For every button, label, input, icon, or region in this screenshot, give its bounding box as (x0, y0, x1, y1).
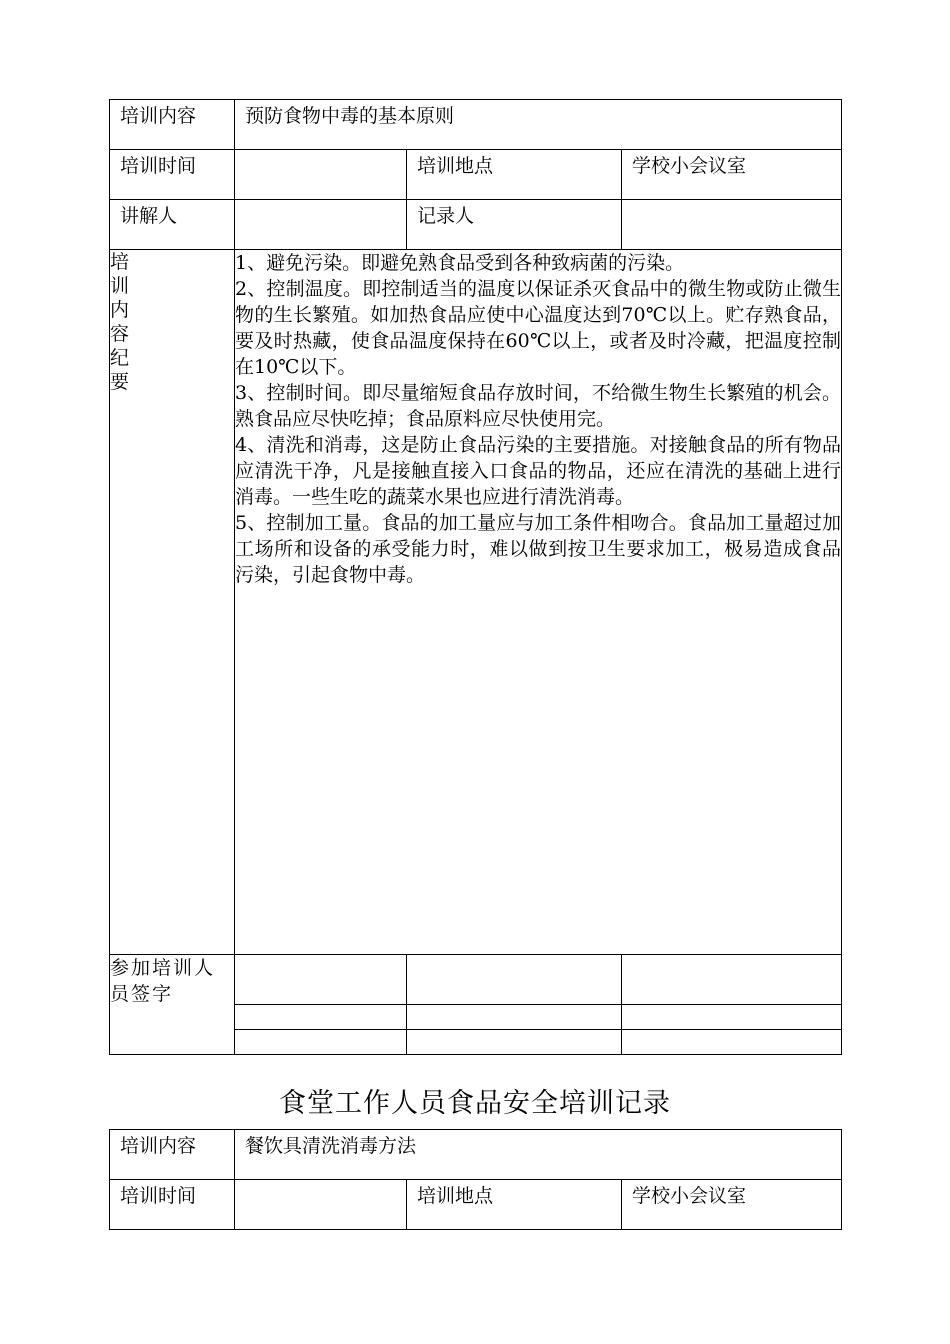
lecturer-value (235, 200, 406, 203)
place-label: 培训地点 (417, 1185, 494, 1207)
content-label-cell (110, 1130, 235, 1180)
document-title: 食堂工作人员食品安全培训记录 (279, 1088, 671, 1119)
signature-cell[interactable] (235, 1005, 407, 1030)
content-value-cell[interactable] (235, 100, 842, 150)
content-label: 培训内容 (120, 1135, 197, 1157)
time-label: 培训时间 (120, 1185, 197, 1207)
summary-item-2: 2、控制温度。即控制适当的温度以保证杀灭食品中的微生物或防止微生物的生长繁殖。如加热食品应使中心温度达到70℃以上。贮存熟食品，要及时热藏，使食品温度保持在60℃以上，或者及时冷藏，把温度控制在10℃以下。 (235, 278, 842, 378)
content-value: 预防食物中毒的基本原则 (245, 105, 455, 127)
signature-cell[interactable] (235, 1030, 407, 1055)
place-label-cell (407, 1180, 622, 1230)
lecturer-label-cell (110, 200, 235, 250)
place-value-cell[interactable] (622, 1180, 842, 1230)
lecturer-value-cell[interactable] (235, 200, 407, 250)
content-value-cell[interactable] (235, 1130, 842, 1180)
content-label-cell (110, 100, 235, 150)
signature-label: 参加培训人员签字 (110, 957, 216, 1005)
training-record-table-1 (109, 99, 842, 1055)
recorder-label-cell (407, 200, 622, 250)
summary-label-cell (110, 250, 235, 955)
signature-cell[interactable] (407, 955, 622, 1005)
recorder-label: 记录人 (417, 205, 475, 227)
summary-label-char: 培 (110, 251, 130, 273)
place-value-cell[interactable] (622, 150, 842, 200)
place-label-cell (407, 150, 622, 200)
time-value-cell[interactable] (235, 150, 407, 200)
summary-label-char: 容 (110, 323, 130, 345)
summary-label-char: 训 (110, 275, 130, 297)
signature-cell[interactable] (407, 1030, 622, 1055)
summary-item-3: 3、控制时间。即尽量缩短食品存放时间，不给微生物生长繁殖的机会。熟食品应尽快吃掉；食品原料应尽快使用完。 (235, 382, 842, 430)
signature-cell[interactable] (235, 955, 407, 1005)
summary-item-5: 5、控制加工量。食品的加工量应与加工条件相吻合。食品加工量超过加工场所和设备的承受能力时，难以做到按卫生要求加工，极易造成食品污染，引起食物中毒。 (235, 512, 842, 586)
signature-cell[interactable] (407, 1005, 622, 1030)
recorder-value-cell[interactable] (622, 200, 842, 250)
signature-label-cell (110, 955, 235, 1055)
summary-label-char: 要 (110, 371, 130, 393)
recorder-value (622, 200, 841, 203)
summary-label-char: 内 (110, 299, 130, 321)
summary-content-cell[interactable] (235, 250, 842, 955)
time-value (235, 150, 406, 153)
time-label-cell (110, 150, 235, 200)
content-value: 餐饮具清洗消毒方法 (245, 1135, 417, 1157)
training-record-table-2 (109, 1129, 842, 1230)
time-value (235, 1180, 406, 1183)
summary-item-1: 1、避免污染。即避免熟食品受到各种致病菌的污染。 (235, 252, 685, 274)
lecturer-label: 讲解人 (120, 205, 178, 227)
place-value: 学校小会议室 (632, 1185, 747, 1207)
time-value-cell[interactable] (235, 1180, 407, 1230)
signature-cell[interactable] (622, 1030, 842, 1055)
summary-item-4: 4、清洗和消毒，这是防止食品污染的主要措施。对接触食品的所有物品应清洗干净，凡是接触直接入口食品的物品，还应在清洗的基础上进行消毒。一些生吃的蔬菜水果也应进行清洗消毒。 (235, 434, 842, 508)
place-label: 培训地点 (417, 155, 494, 177)
signature-cell[interactable] (622, 1005, 842, 1030)
signature-cell[interactable] (622, 955, 842, 1005)
summary-label-char: 纪 (110, 347, 130, 369)
place-value: 学校小会议室 (632, 155, 747, 177)
time-label-cell (110, 1180, 235, 1230)
content-label: 培训内容 (120, 105, 197, 127)
time-label: 培训时间 (120, 155, 197, 177)
